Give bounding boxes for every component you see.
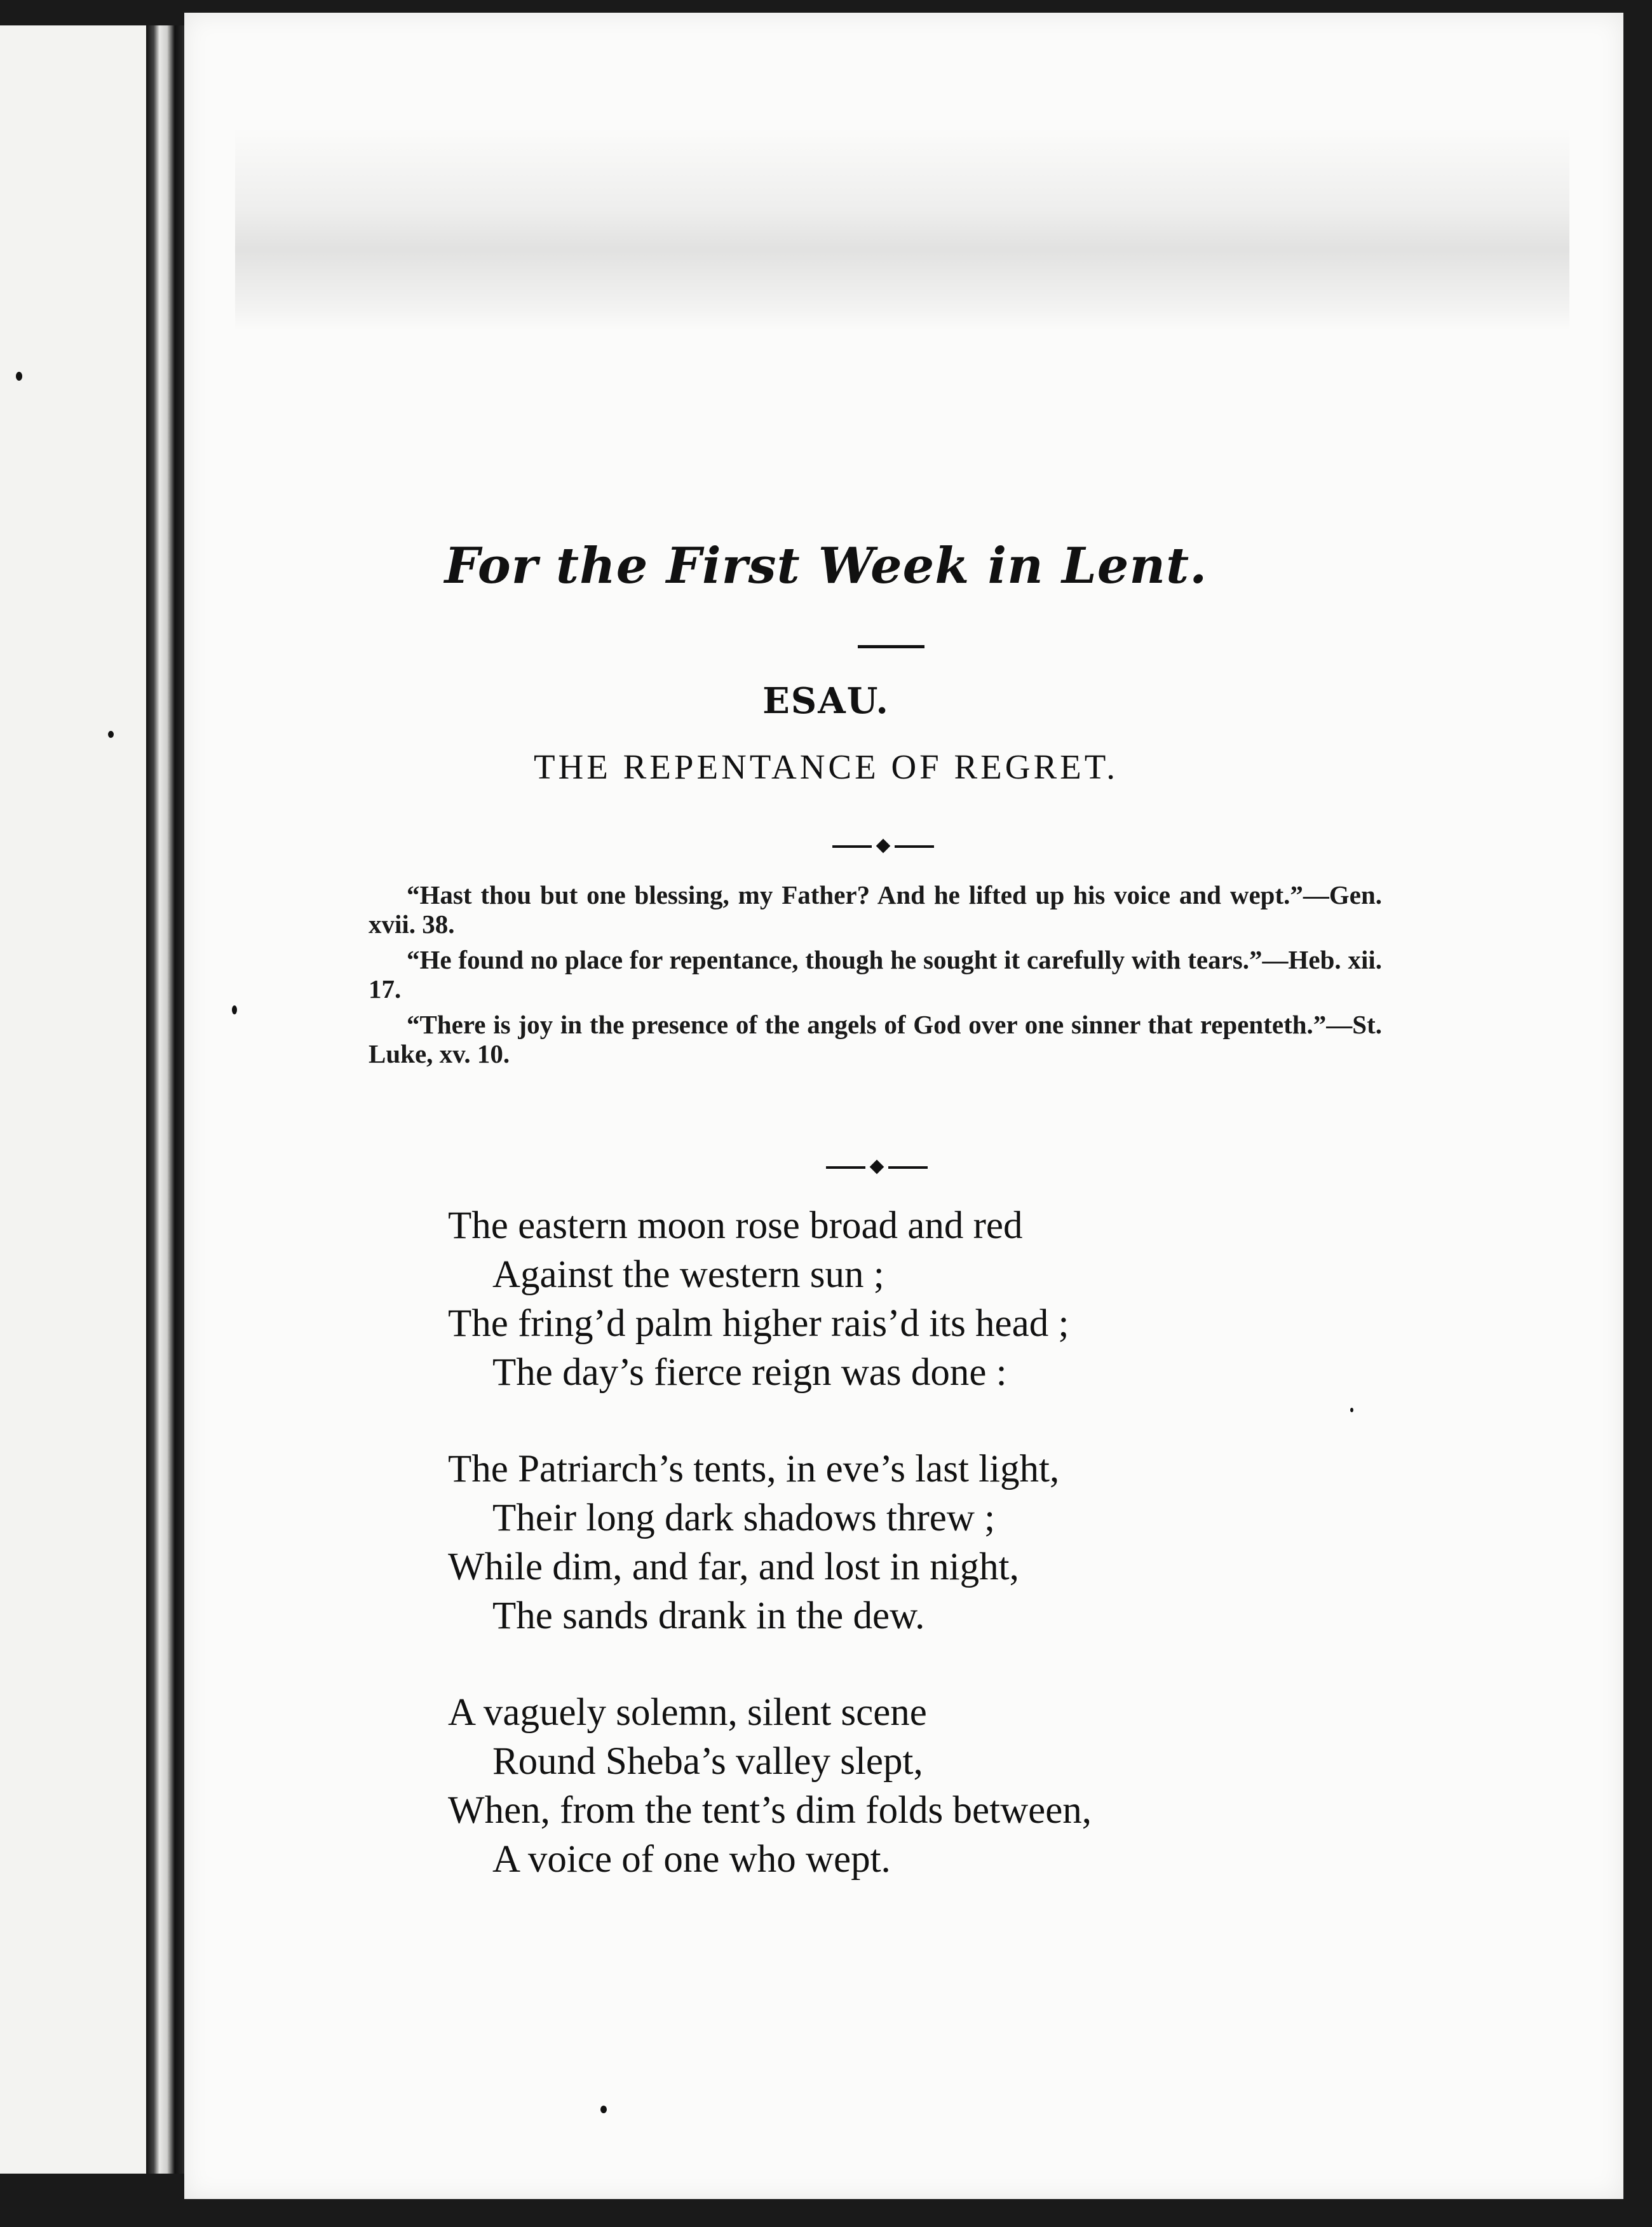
poem-line: The day’s fierce reign was done : [492,1351,1007,1394]
poem [448,1201,1092,1931]
page-title: For the First Week in Lent. [444,537,1208,595]
poem-line: Round Sheba’s valley slept, [492,1740,923,1783]
poem-stanza [448,1445,1092,1640]
poem-line: A vaguely solemn, silent scene [448,1691,927,1734]
book-gutter [146,25,184,2174]
poem-line: Their long dark shadows threw ; [492,1497,996,1539]
speck [108,731,114,738]
epigraphs [369,880,1382,1068]
poem-stanza [448,1688,1092,1884]
poem-line: The sands drank in the dew. [492,1595,925,1637]
poem-stanza [448,1201,1092,1397]
poem-line: Against the western sun ; [492,1253,884,1296]
epigraph-quote: “There is joy in the presence of the angels of God over one sinner that repenteth.”—St. Luke, xv. 10. [369,1010,1382,1068]
poem-line: When, from the tent’s dim folds between, [448,1789,1092,1832]
ornamental-divider [832,837,934,856]
poem-line: A voice of one who wept. [492,1838,891,1881]
speck [600,2106,607,2113]
epigraph-quote: “Hast thou but one blessing, my Father? And he lifted up his voice and wept.”—Gen. xvii. 38. [369,880,1382,939]
facing-page-edge [0,25,146,2174]
title-rule [858,645,924,648]
section-subheading: THE REPENTANCE OF REGRET. [533,747,1119,786]
poem-line: The Patriarch’s tents, in eve’s last light, [448,1448,1060,1490]
speck [16,372,22,381]
section-heading: ESAU. [762,680,890,722]
speck [232,1005,237,1014]
epigraph-quote: “He found no place for repentance, though he sought it carefully with tears.”—Heb. xii. 17. [369,945,1382,1004]
speck [1350,1408,1353,1412]
page-smudge [235,127,1569,330]
ornamental-divider [826,1158,928,1177]
poem-line: While dim, and far, and lost in night, [448,1546,1019,1588]
poem-line: The fring’d palm higher rais’d its head ; [448,1302,1069,1345]
poem-line: The eastern moon rose broad and red [448,1204,1023,1247]
